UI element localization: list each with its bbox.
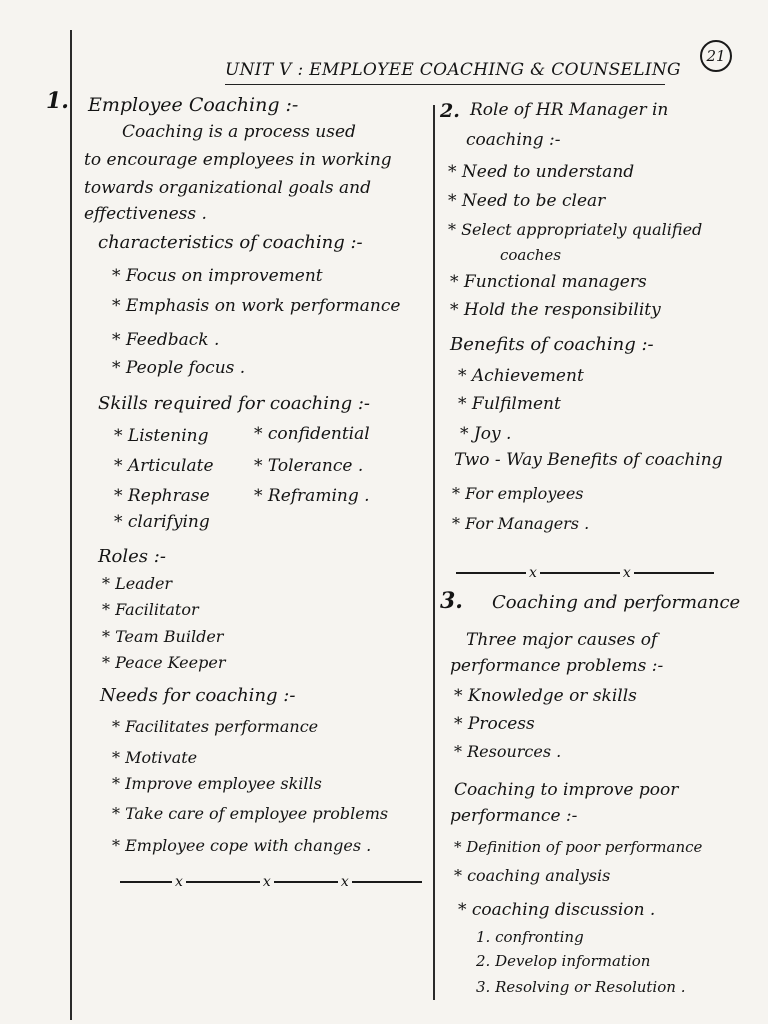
characteristic-item: * Focus on improvement xyxy=(112,266,323,286)
characteristic-item: * Feedback . xyxy=(112,330,220,350)
intro-line-4: effectiveness . xyxy=(84,204,207,224)
skill-item: * confidential xyxy=(254,424,370,444)
discussion-step: 3. Resolving or Resolution . xyxy=(476,978,686,996)
section-2-heading-line-1: Role of HR Manager in xyxy=(470,100,669,120)
role-item: * Facilitator xyxy=(102,600,199,619)
hr-item: * Functional managers xyxy=(450,272,647,292)
need-item: * Take care of employee problems xyxy=(112,804,389,823)
hr-item: * Need to understand xyxy=(448,162,635,182)
section-2-heading-line-2: coaching :- xyxy=(466,130,561,150)
improve-item: * coaching analysis xyxy=(454,866,611,885)
benefit-item: * Fulfilment xyxy=(458,394,561,414)
intro-line-2: to encourage employees in working xyxy=(84,150,392,170)
skills-heading: Skills required for coaching :- xyxy=(98,393,370,414)
cause-item: * Process xyxy=(454,714,535,734)
section-2-number: 2. xyxy=(440,100,460,122)
two-way-item: * For employees xyxy=(452,484,584,503)
discussion-step: 1. confronting xyxy=(476,928,584,946)
cause-item: * Resources . xyxy=(454,742,562,761)
section-3-number: 3. xyxy=(440,588,463,614)
need-item: * Employee cope with changes . xyxy=(112,836,372,855)
section-1-number: 1. xyxy=(46,88,69,114)
causes-heading-line-2: performance problems :- xyxy=(450,656,664,676)
need-item: * Facilitates performance xyxy=(112,717,319,736)
left-section-divider: x x x xyxy=(120,872,422,892)
benefit-item: * Joy . xyxy=(460,424,512,444)
skill-item: * Tolerance . xyxy=(254,456,364,476)
characteristics-heading: characteristics of coaching :- xyxy=(98,232,363,253)
skill-item: * clarifying xyxy=(114,512,210,532)
column-divider-line xyxy=(433,105,435,1000)
need-item: * Improve employee skills xyxy=(112,774,322,793)
improve-item: * coaching discussion . xyxy=(458,900,656,920)
page-number: 21 xyxy=(700,40,732,72)
role-item: * Peace Keeper xyxy=(102,653,226,672)
benefits-heading: Benefits of coaching :- xyxy=(450,334,654,355)
two-way-benefits-heading: Two - Way Benefits of coaching xyxy=(454,450,723,470)
skill-item: * Articulate xyxy=(114,456,214,476)
section-3-heading: Coaching and performance xyxy=(492,592,741,613)
unit-title: UNIT V : EMPLOYEE COACHING & COUNSELING xyxy=(225,60,681,80)
hr-item: * Need to be clear xyxy=(448,191,606,211)
hr-item: * Hold the responsibility xyxy=(450,300,661,320)
intro-line-3: towards organizational goals and xyxy=(84,178,371,198)
needs-heading: Needs for coaching :- xyxy=(100,685,296,706)
discussion-step: 2. Develop information xyxy=(476,952,651,970)
causes-heading-line-1: Three major causes of xyxy=(466,630,658,650)
improve-heading-line-1: Coaching to improve poor xyxy=(454,780,679,800)
roles-heading: Roles :- xyxy=(98,546,166,567)
two-way-item: * For Managers . xyxy=(452,514,590,533)
improve-heading-line-2: performance :- xyxy=(450,806,578,826)
cause-item: * Knowledge or skills xyxy=(454,686,637,706)
intro-line-1: Coaching is a process used xyxy=(122,122,356,142)
benefit-item: * Achievement xyxy=(458,366,584,386)
role-item: * Leader xyxy=(102,574,173,593)
skill-item: * Listening xyxy=(114,426,209,446)
margin-line xyxy=(70,30,72,1020)
characteristic-item: * Emphasis on work performance xyxy=(112,296,401,316)
need-item: * Motivate xyxy=(112,748,198,767)
skill-item: * Reframing . xyxy=(254,486,370,506)
right-section-divider: x x xyxy=(456,563,714,583)
hr-item: * Select appropriately qualified xyxy=(448,220,703,239)
section-1-heading: Employee Coaching :- xyxy=(88,94,299,116)
title-underline xyxy=(225,84,665,85)
characteristic-item: * People focus . xyxy=(112,358,246,378)
skill-item: * Rephrase xyxy=(114,486,210,506)
improve-item: * Definition of poor performance xyxy=(454,838,703,856)
role-item: * Team Builder xyxy=(102,627,224,646)
hr-item-continuation: coaches xyxy=(500,246,562,264)
